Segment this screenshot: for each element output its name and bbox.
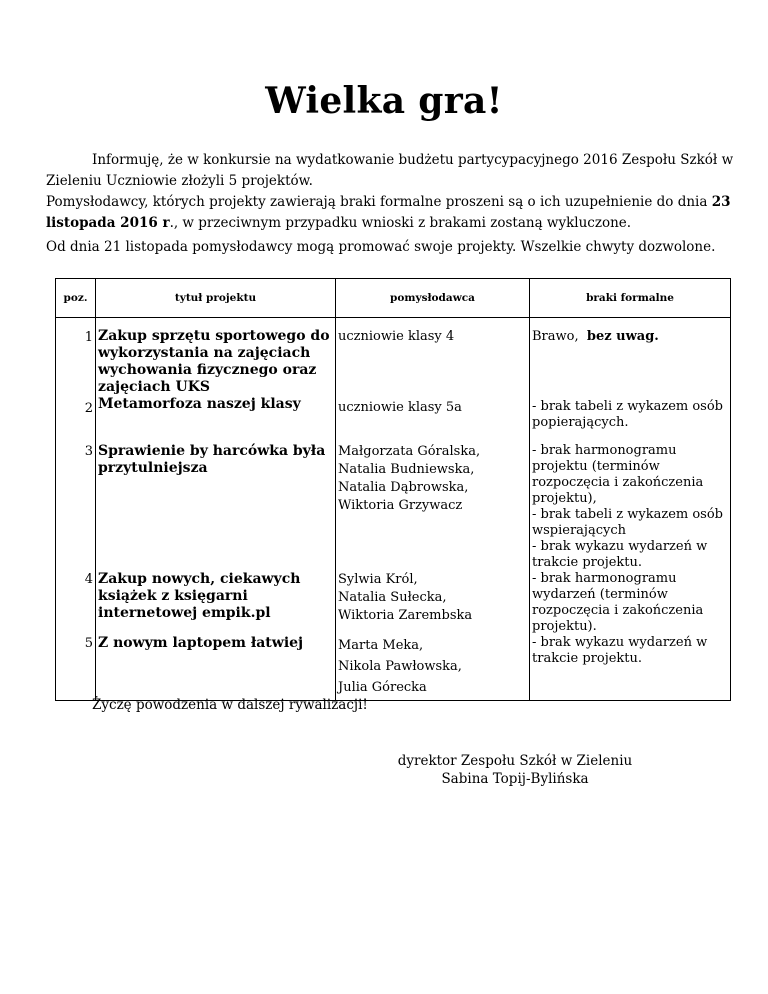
header-formal-issues: braki formalne <box>530 279 731 318</box>
header-position: poz. <box>56 279 96 318</box>
intro-p2-text-before: Pomysłodawcy, których projekty zawierają braki formalne proszeni są o ich uzupełnienie do dnia <box>46 194 712 210</box>
project-title: Sprawienie by harcówka była przytulniejsza <box>96 443 336 571</box>
signature-block <box>380 752 650 788</box>
projects-table <box>55 278 731 701</box>
page-title: Wielka gra! <box>265 80 503 122</box>
signature-role: dyrektor Zespołu Szkół w Zieleniu <box>397 753 633 769</box>
no-issues-text: bez uwag. <box>586 329 659 344</box>
project-authors: Małgorzata Góralska, Natalia Budniewska, Natalia Dąbrowska, Wiktoria Grzywacz <box>336 443 530 571</box>
deadline-date: 23 listopada 2016 r <box>46 194 731 231</box>
header-project-title: tytuł projektu <box>96 279 336 318</box>
intro-paragraph-3: Od dnia 21 listopada pomysłodawcy mogą promować swoje projekty. Wszelkie chwyty dozwolone. <box>46 239 716 255</box>
table-row <box>56 318 731 397</box>
table-row <box>56 396 731 443</box>
row-number: 3 <box>56 443 96 571</box>
header-author: pomysłodawca <box>336 279 530 318</box>
table-header-row <box>56 279 731 318</box>
project-title: Zakup nowych, ciekawych książek z księgarni internetowej empik.pl <box>96 571 336 635</box>
project-authors: Marta Meka, Nikola Pawłowska, Julia Górecka <box>336 635 530 701</box>
intro-paragraph-2 <box>46 192 736 234</box>
project-title: Metamorfoza naszej klasy <box>96 396 336 443</box>
signature-name: Sabina Topij-Bylińska <box>441 771 589 787</box>
formal-issues: - brak tabeli z wykazem osób popierających. <box>530 396 731 443</box>
formal-issues: Brawo, bez uwag. <box>530 318 731 397</box>
project-title: Zakup sprzętu sportowego do wykorzystania na zajęciach wychowania fizycznego oraz zajęciach UKS <box>96 318 336 397</box>
table-row <box>56 635 731 701</box>
project-authors: uczniowie klasy 5a <box>336 396 530 443</box>
formal-issues: - brak harmonogramu wydarzeń (terminów rozpoczęcia i zakończenia projektu). <box>530 571 731 635</box>
table-row <box>56 443 731 571</box>
row-number: 1 <box>56 318 96 397</box>
row-number: 2 <box>56 396 96 443</box>
table-row <box>56 571 731 635</box>
intro-p2-text-after: ., w przeciwnym przypadku wnioski z brakami zostaną wykluczone. <box>169 215 632 231</box>
project-title: Z nowym laptopem łatwiej <box>96 635 336 701</box>
row-number: 5 <box>56 635 96 701</box>
project-authors: uczniowie klasy 4 <box>336 318 530 397</box>
row-number: 4 <box>56 571 96 635</box>
intro-paragraph-1: Informuję, że w konkursie na wydatkowanie budżetu partycypacyjnego 2016 Zespołu Szkół w Zieleniu Uczniowie złożyli 5 projektów. <box>46 152 734 189</box>
closing-wish: Życzę powodzenia w dalszej rywalizacji! <box>92 697 368 713</box>
formal-issues: - brak wykazu wydarzeń w trakcie projektu. <box>530 635 731 701</box>
formal-issues: - brak harmonogramu projektu (terminów rozpoczęcia i zakończenia projektu), - brak tabeli z wykazem osób wspierających - brak wykazu wydarzeń w trakcie projektu. <box>530 443 731 571</box>
project-authors: Sylwia Król, Natalia Sułecka, Wiktoria Zarembska <box>336 571 530 635</box>
